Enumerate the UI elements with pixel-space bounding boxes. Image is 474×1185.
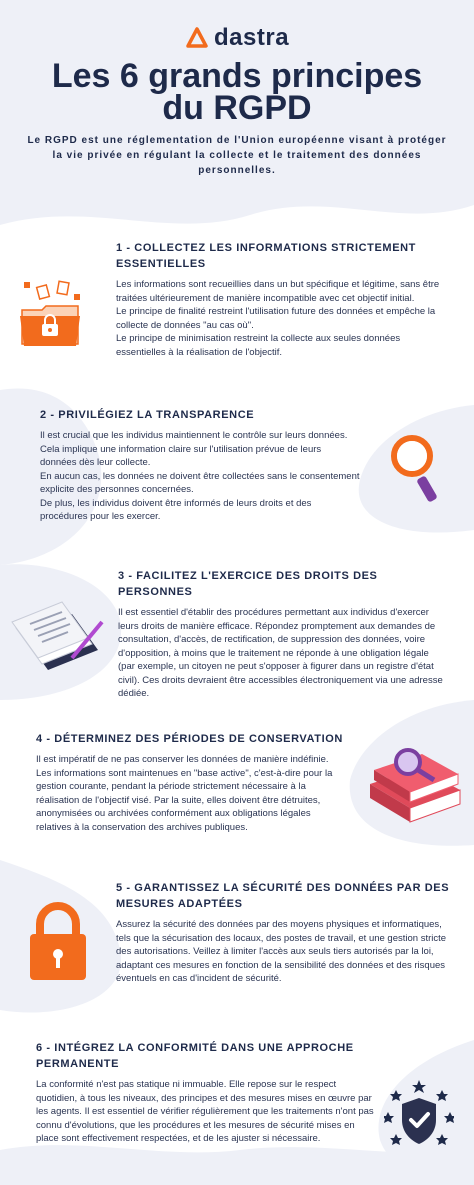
- section-1-title: 1 - COLLECTEZ LES INFORMATIONS STRICTEMENT ESSENTIELLES: [116, 242, 416, 270]
- section-2-para-3: En aucun cas, les données ne doivent être collectées sans le consentement explicite des personnes concernées.: [40, 470, 360, 495]
- section-2-body: [40, 429, 360, 524]
- section-1-para-1: Les informations sont recueillies dans un but spécifique et légitime, sans être traitées ultérieurement de manière incompatible avec cet objectif initial.: [116, 279, 440, 304]
- section-6-title: 6 - INTÉGREZ LA CONFORMITÉ DANS UNE APPROCHE PERMANENTE: [36, 1042, 354, 1070]
- page-title: [0, 57, 474, 127]
- padlock-icon: [28, 902, 88, 982]
- books-magnifier-icon: [364, 740, 464, 832]
- section-2-para-2: Cela implique une information claire sur l'utilisation prévue de leurs données dès leur collecte.: [40, 443, 322, 468]
- magnifier-icon: [388, 432, 448, 507]
- section-3-body: [118, 606, 448, 701]
- documents-icon: [8, 598, 106, 672]
- eu-shield-icon: [384, 1078, 454, 1154]
- section-3-para-1: Il est essentiel d'établir des procédures permettant aux individus d'exercer leurs droits de manière efficace. Répondez promptement aux demandes de consultation, d'accès, de rectification, de suppression des données, voire d'opposition, à moins que le traitement ne réponde à une obligation légale (par exemple, un citoyen ne peut s'opposer à figurer dans un registre d'état civil). Ces droits devraient être accessibles électroniquement via une adresse dédiée.: [118, 607, 443, 699]
- section-1-body: [116, 278, 446, 359]
- section-2-para-1: Il est crucial que les individus maintiennent le contrôle sur leurs données.: [40, 430, 348, 441]
- title-line-1: Les 6 grands principes: [51, 57, 423, 95]
- section-6: [36, 1040, 376, 1146]
- section-1: [116, 240, 446, 359]
- section-4: [36, 731, 346, 834]
- section-4-para-1: Il est impératif de ne pas conserver les données de manière indéfinie. Les informations sont maintenues en "base active", c'est-à-dire pour la gestion courante, pendant la période strictement nécessaire à la réalisation de l'objectif visé. Par la suite, elles doivent être détruites, anonymisées ou archivées conformément aux obligations légales relatives à la conservation des archives publiques.: [36, 754, 333, 833]
- section-2-title: 2 - PRIVILÉGIEZ LA TRANSPARENCE: [40, 409, 255, 421]
- dastra-logo-icon: [186, 27, 208, 49]
- section-6-para-1: La conformité n'est pas statique ni immuable. Elle repose sur le respect quotidien, à tous les niveaux, des principes et des mesures mises en œuvre par les agents. Il est essentiel de vérifier régulièrement que les traitements n'ont pas connu d'évolutions, que les procédures et les mesures de sécurité mises en place sont effectivement respectées, et de les ajuster si nécessaire.: [36, 1079, 374, 1144]
- section-4-title: 4 - DÉTERMINEZ DES PÉRIODES DE CONSERVATION: [36, 733, 343, 745]
- folder-lock-icon: [18, 280, 98, 350]
- section-5-title: 5 - GARANTISSEZ LA SÉCURITÉ DES DONNÉES PAR DES MESURES ADAPTÉES: [116, 882, 450, 910]
- section-4-body: [36, 753, 346, 834]
- section-1-para-2: Le principe de finalité restreint l'utilisation future des données et empêche la collecte de données "au cas où".: [116, 306, 436, 331]
- section-2-para-4: De plus, les individus doivent être informés de leurs droits et des procédures pour les exercer.: [40, 497, 312, 522]
- section-5-body: [116, 918, 452, 986]
- section-3-title: 3 - FACILITEZ L'EXERCICE DES DROITS DES PERSONNES: [118, 570, 378, 598]
- brand-logo: [186, 24, 289, 52]
- title-line-2: du RGPD: [162, 89, 312, 127]
- brand-name: dastra: [214, 24, 290, 51]
- section-1-para-3: Le principe de minimisation restreint la collecte aux seules données essentielles à la réalisation de l'objectif.: [116, 333, 401, 358]
- section-5: [116, 880, 452, 986]
- section-2: [40, 407, 360, 524]
- section-6-body: [36, 1078, 376, 1146]
- section-5-para-1: Assurez la sécurité des données par des moyens physiques et informatiques, tels que la sécurisation des locaux, des postes de travail, et une gestion stricte des autorisations. Veillez à limiter l'accès aux seuls tiers autorisés par la loi, adaptant ces mesures en fonction de la sensibilité des données et des risques éventuels en cas d'incident de sécurité.: [116, 919, 447, 984]
- page-subtitle: Le RGPD est une réglementation de l'Union européenne visant à protéger la vie privée en régulant la collecte et le traitement des données personnelles.: [27, 135, 447, 176]
- section-3: [118, 568, 448, 701]
